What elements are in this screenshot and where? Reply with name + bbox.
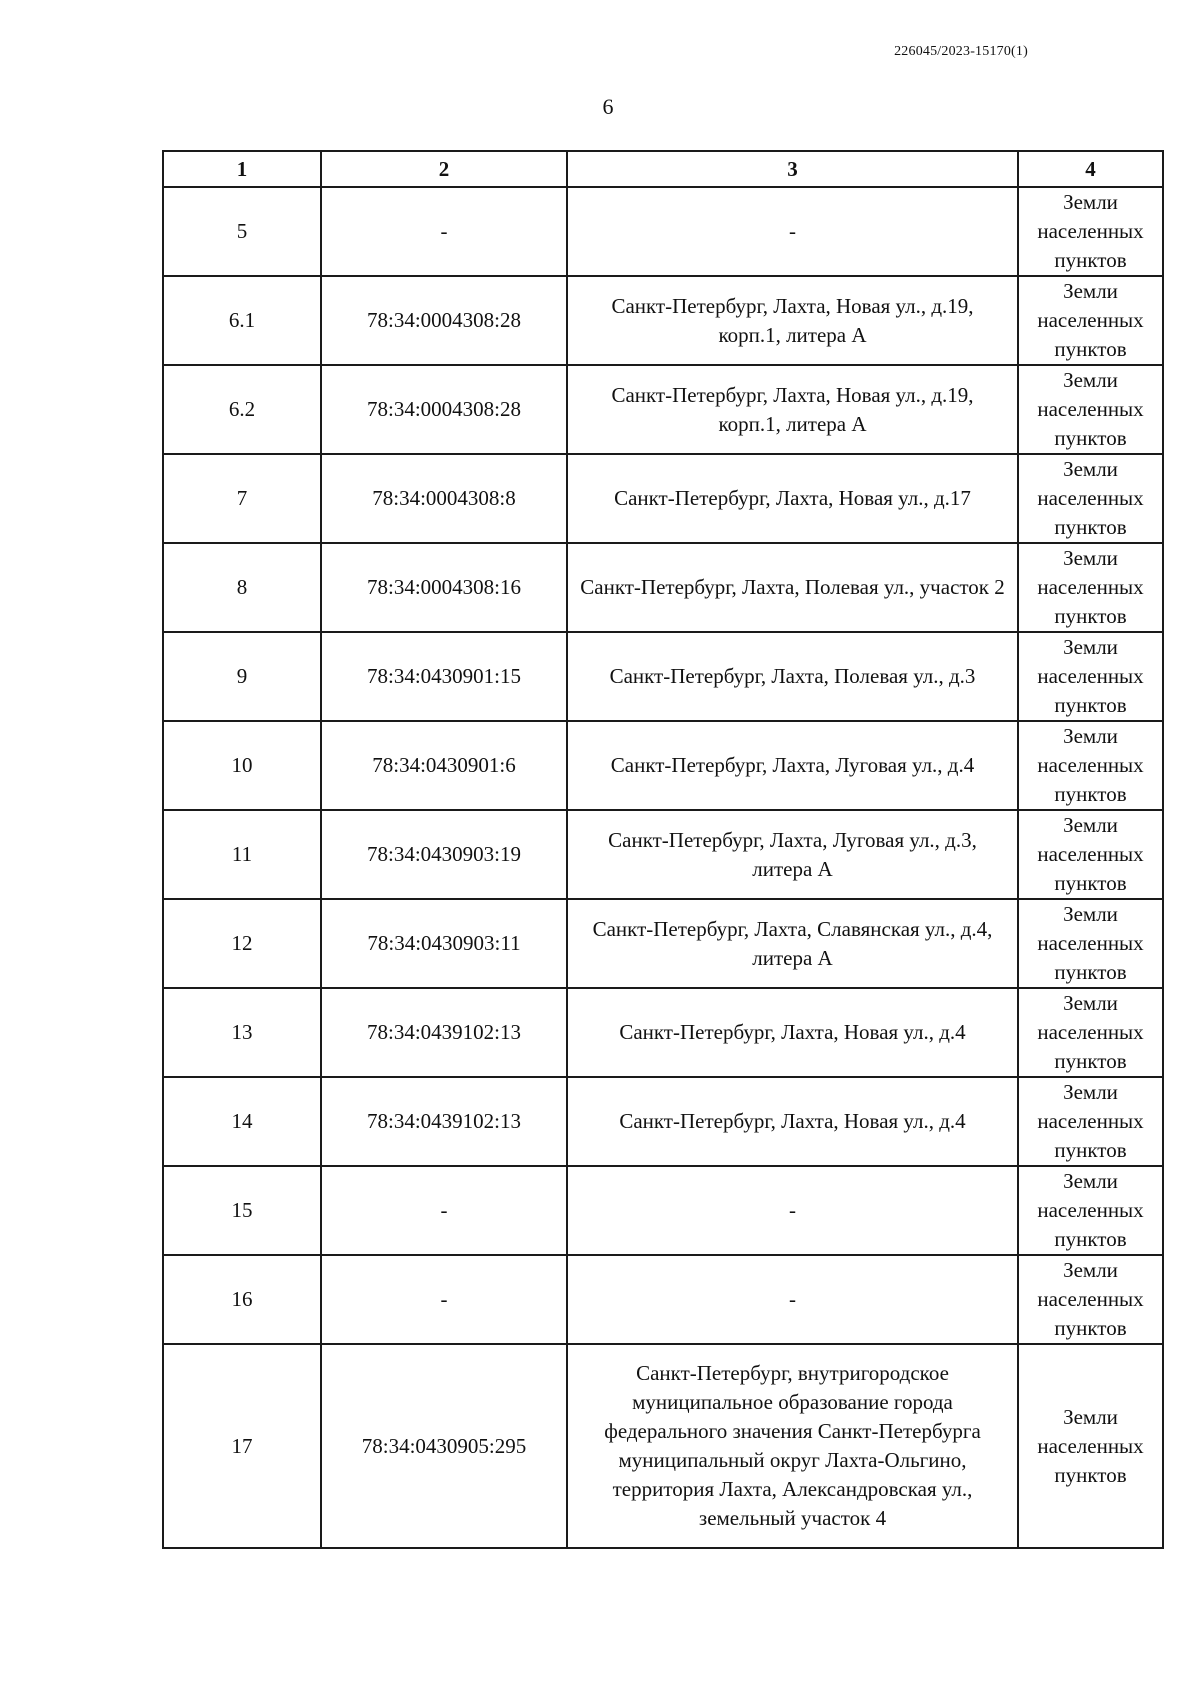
table-header <box>163 151 1163 187</box>
table-row <box>163 899 1163 988</box>
address-cell: - <box>567 1166 1018 1255</box>
cadastral-number-cell: 78:34:0430905:295 <box>321 1344 567 1548</box>
row-number-cell: 6.1 <box>163 276 321 365</box>
row-number-cell: 16 <box>163 1255 321 1344</box>
cadastral-number-cell: - <box>321 1255 567 1344</box>
land-category-cell: Земли населенных пунктов <box>1018 632 1163 721</box>
table-row <box>163 187 1163 276</box>
address-cell: Санкт-Петербург, Лахта, Полевая ул., д.3 <box>567 632 1018 721</box>
land-category-cell: Земли населенных пунктов <box>1018 899 1163 988</box>
address-cell: Санкт-Петербург, Лахта, Новая ул., д.19, корп.1, литера А <box>567 276 1018 365</box>
cadastral-number-cell: 78:34:0004308:28 <box>321 276 567 365</box>
document-number: 226045/2023-15170(1) <box>894 44 1028 59</box>
address-cell: Санкт-Петербург, Лахта, Полевая ул., участок 2 <box>567 543 1018 632</box>
row-number-cell: 7 <box>163 454 321 543</box>
table-row <box>163 1344 1163 1548</box>
address-cell: Санкт-Петербург, Лахта, Новая ул., д.4 <box>567 1077 1018 1166</box>
table-row <box>163 454 1163 543</box>
header-col-1: 1 <box>163 151 321 187</box>
row-number-cell: 5 <box>163 187 321 276</box>
row-number-cell: 17 <box>163 1344 321 1548</box>
cadastral-number-cell: 78:34:0430901:6 <box>321 721 567 810</box>
address-cell: Санкт-Петербург, Лахта, Новая ул., д.4 <box>567 988 1018 1077</box>
land-category-cell: Земли населенных пунктов <box>1018 721 1163 810</box>
land-category-cell: Земли населенных пунктов <box>1018 187 1163 276</box>
cadastral-number-cell: 78:34:0439102:13 <box>321 1077 567 1166</box>
row-number-cell: 10 <box>163 721 321 810</box>
address-cell: Санкт-Петербург, Лахта, Новая ул., д.19, корп.1, литера А <box>567 365 1018 454</box>
table-row <box>163 810 1163 899</box>
table-row <box>163 1077 1163 1166</box>
address-cell: Санкт-Петербург, Лахта, Новая ул., д.17 <box>567 454 1018 543</box>
cadastral-number-cell: 78:34:0430903:11 <box>321 899 567 988</box>
cadastral-number-cell: 78:34:0004308:16 <box>321 543 567 632</box>
land-category-cell: Земли населенных пунктов <box>1018 276 1163 365</box>
land-plots-table <box>162 150 1164 1549</box>
table-row <box>163 721 1163 810</box>
table-row <box>163 543 1163 632</box>
cadastral-number-cell: 78:34:0430901:15 <box>321 632 567 721</box>
address-cell: - <box>567 1255 1018 1344</box>
cadastral-number-cell: 78:34:0004308:8 <box>321 454 567 543</box>
address-cell: Санкт-Петербург, Лахта, Славянская ул., д.4, литера А <box>567 899 1018 988</box>
table-row <box>163 632 1163 721</box>
row-number-cell: 9 <box>163 632 321 721</box>
row-number-cell: 14 <box>163 1077 321 1166</box>
table-row <box>163 276 1163 365</box>
address-cell: Санкт-Петербург, внутригородское муниципальное образование города федерального значения Санкт-Петербурга муниципальный округ Лахта-Ольгино, территория Лахта, Александровская ул., земельный участок 4 <box>567 1344 1018 1548</box>
header-row <box>163 151 1163 187</box>
table-row <box>163 988 1163 1077</box>
table-row <box>163 1255 1163 1344</box>
cadastral-number-cell: 78:34:0439102:13 <box>321 988 567 1077</box>
cadastral-number-cell: - <box>321 187 567 276</box>
row-number-cell: 6.2 <box>163 365 321 454</box>
cadastral-number-cell: 78:34:0004308:28 <box>321 365 567 454</box>
row-number-cell: 8 <box>163 543 321 632</box>
land-category-cell: Земли населенных пунктов <box>1018 988 1163 1077</box>
table-body <box>163 187 1163 1548</box>
address-cell: Санкт-Петербург, Лахта, Луговая ул., д.4 <box>567 721 1018 810</box>
land-category-cell: Земли населенных пунктов <box>1018 365 1163 454</box>
address-cell: Санкт-Петербург, Лахта, Луговая ул., д.3, литера А <box>567 810 1018 899</box>
land-category-cell: Земли населенных пунктов <box>1018 1166 1163 1255</box>
header-col-3: 3 <box>567 151 1018 187</box>
header-col-2: 2 <box>321 151 567 187</box>
row-number-cell: 12 <box>163 899 321 988</box>
land-category-cell: Земли населенных пунктов <box>1018 1077 1163 1166</box>
land-category-cell: Земли населенных пунктов <box>1018 543 1163 632</box>
cadastral-number-cell: - <box>321 1166 567 1255</box>
header-col-4: 4 <box>1018 151 1163 187</box>
cadastral-number-cell: 78:34:0430903:19 <box>321 810 567 899</box>
row-number-cell: 11 <box>163 810 321 899</box>
address-cell: - <box>567 187 1018 276</box>
land-category-cell: Земли населенных пунктов <box>1018 810 1163 899</box>
row-number-cell: 13 <box>163 988 321 1077</box>
land-category-cell: Земли населенных пунктов <box>1018 1255 1163 1344</box>
page-number: 6 <box>602 94 614 119</box>
table-row <box>163 365 1163 454</box>
land-category-cell: Земли населенных пунктов <box>1018 454 1163 543</box>
row-number-cell: 15 <box>163 1166 321 1255</box>
land-category-cell: Земли населенных пунктов <box>1018 1344 1163 1548</box>
table-row <box>163 1166 1163 1255</box>
